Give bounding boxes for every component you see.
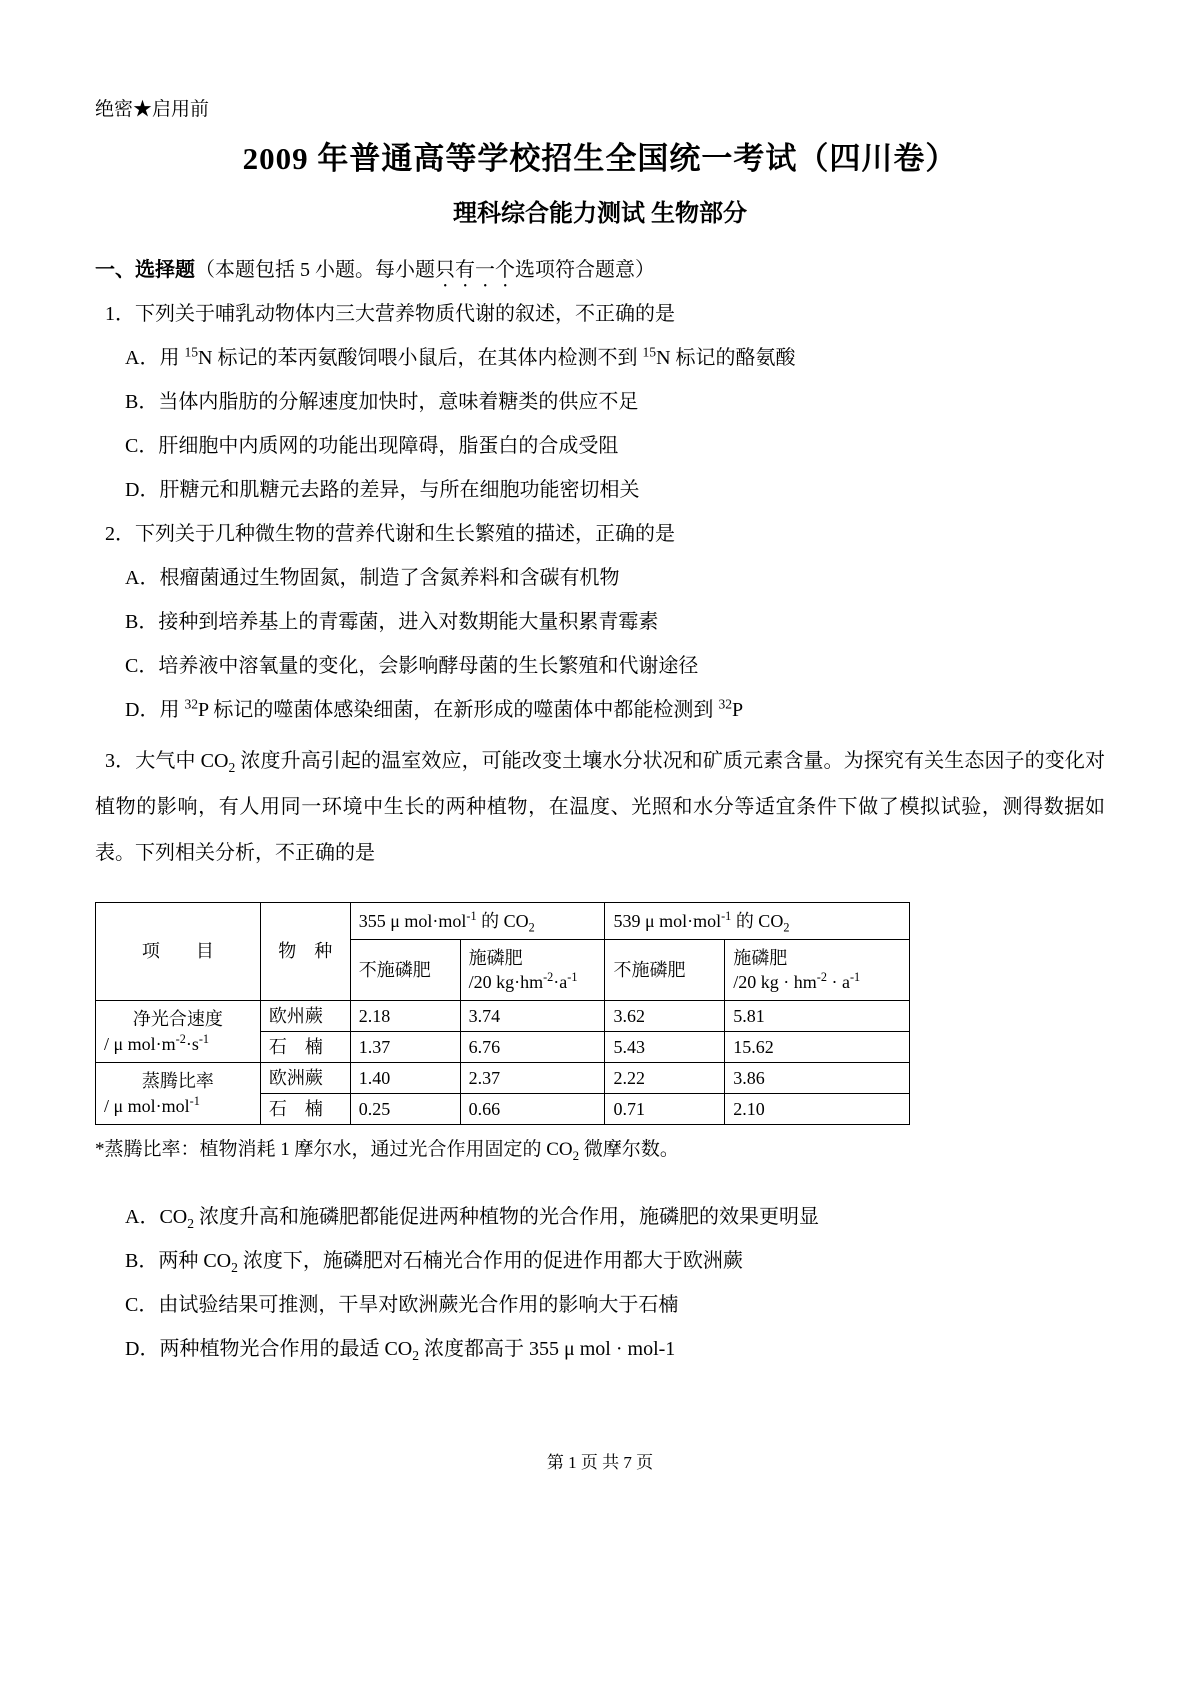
q3-stem: 3．大气中 $CO_2$ 浓度升高引起的温室效应，可能改变土壤水分状况和矿质元素含量。为探究有关生态因子的变化对植物的影响，有人用同一环境中生长的两种植物，在温度、光照和水分等适宜条件下做了模拟试验，测得数据如表。下列相关分析，不正确的是 bbox=[95, 750, 1105, 864]
q3-option-b: B．两种 $CO_2$ 浓度下，施磷肥对石楠光合作用的促进作用都大于欧洲蕨 bbox=[125, 1250, 743, 1275]
species-cell: 欧洲蕨 bbox=[260, 1063, 350, 1094]
phosphate-1-line2: /20 $kg\cdot hm^{-2}\cdot a^{-1}$ bbox=[468, 970, 578, 992]
q2-stem: 2．下列关于几种微生物的营养代谢和生长繁殖的描述，正确的是 bbox=[105, 523, 675, 545]
experiment-data-table bbox=[95, 902, 910, 1125]
q3-option-c: C．由试验结果可推测，干旱对欧洲蕨光合作用的影响大于石楠 bbox=[125, 1294, 679, 1316]
section-desc-pre: （本题包括 5 小题。每小题 bbox=[195, 259, 435, 281]
table-header-phosphate-2 bbox=[725, 940, 910, 1001]
species-cell: 石 楠 bbox=[260, 1094, 350, 1125]
page-title: 2009 年普通高等学校招生全国统一考试（四川卷） bbox=[242, 141, 958, 176]
q1-option-d: D．肝糖元和肌糖元去路的差异，与所在细胞功能密切相关 bbox=[125, 479, 640, 501]
q3-option-a: A．$CO_2$ 浓度升高和施磷肥都能促进两种植物的光合作用，施磷肥的效果更明显 bbox=[125, 1206, 820, 1231]
table-header-co2-355: 355 μ mol·mol$^{-1}$ 的 $CO_2$ bbox=[350, 903, 605, 940]
species-cell: 欧州蕨 bbox=[260, 1001, 350, 1032]
q2-option-a: A．根瘤菌通过生物固氮，制造了含氮养料和含碳有机物 bbox=[125, 567, 620, 589]
value-cell: 3.62 bbox=[605, 1001, 725, 1032]
table-footnote: *蒸腾比率：植物消耗 1 摩尔水，通过光合作用固定的 $CO_2$ 微摩尔数。 bbox=[95, 1139, 679, 1163]
q2-option-c: C．培养液中溶氧量的变化，会影响酵母菌的生长繁殖和代谢途径 bbox=[125, 655, 699, 677]
table-header-co2-539: 539 μ mol·mol$^{-1}$ 的 $CO_2$ bbox=[605, 903, 910, 940]
q1-option-c: C．肝细胞中内质网的功能出现障碍，脂蛋白的合成受阻 bbox=[125, 435, 619, 457]
page-footer: 第 1 页 共 7 页 bbox=[546, 1453, 654, 1472]
net-photosynthesis-unit: / μ $mol\cdot m^{-2}\cdot s^{-1}$ bbox=[104, 1031, 210, 1054]
table-header-no-phosphate-1: 不施磷肥 bbox=[350, 940, 460, 1001]
section-desc-post: 选项符合题意） bbox=[515, 259, 655, 281]
value-cell: 5.81 bbox=[725, 1001, 910, 1032]
classification-label: 绝密★启用前 bbox=[95, 99, 210, 120]
value-cell: 3.86 bbox=[725, 1063, 910, 1094]
page-subtitle: 理科综合能力测试 生物部分 bbox=[453, 201, 747, 227]
value-cell: 2.37 bbox=[460, 1063, 605, 1094]
value-cell: 0.25 bbox=[350, 1094, 460, 1125]
q2-option-b: B．接种到培养基上的青霉菌，进入对数期能大量积累青霉素 bbox=[125, 611, 659, 633]
value-cell: 1.40 bbox=[350, 1063, 460, 1094]
row-label-net-photosynthesis bbox=[96, 1001, 261, 1063]
table-header-species: 物 种 bbox=[260, 903, 350, 1001]
transpiration-ratio-label: 蒸腾比率 bbox=[141, 1071, 214, 1092]
value-cell: 5.43 bbox=[605, 1032, 725, 1063]
table-header-item: 项 目 bbox=[96, 903, 261, 1001]
species-cell: 石 楠 bbox=[260, 1032, 350, 1063]
section-desc-emphasis: 只有一个 bbox=[435, 259, 515, 281]
net-photosynthesis-label: 净光合速度 bbox=[132, 1009, 223, 1030]
value-cell: 1.37 bbox=[350, 1032, 460, 1063]
value-cell: 15.62 bbox=[725, 1032, 910, 1063]
value-cell: 2.18 bbox=[350, 1001, 460, 1032]
row-label-transpiration-ratio bbox=[96, 1063, 261, 1125]
transpiration-ratio-unit: / μ mol·mol$^{-1}$ bbox=[104, 1093, 200, 1116]
q3-option-d: D．两种植物光合作用的最适 $CO_2$ 浓度都高于 355 μ mol · mol-1 bbox=[125, 1338, 676, 1363]
value-cell: 3.74 bbox=[460, 1001, 605, 1032]
value-cell: 2.22 bbox=[605, 1063, 725, 1094]
q1-option-a: A．用 $^{15}$N 标记的苯丙氨酸饲喂小鼠后，在其体内检测不到 $^{15}$N 标记的酪氨酸 bbox=[125, 344, 796, 369]
phosphate-2-line1: 施磷肥 bbox=[733, 947, 788, 968]
table-header-no-phosphate-2: 不施磷肥 bbox=[605, 940, 725, 1001]
q2-option-d: D．用 $^{32}$P 标记的噬菌体感染细菌，在新形成的噬菌体中都能检测到 $^{32}$P bbox=[125, 696, 744, 721]
value-cell: 2.10 bbox=[725, 1094, 910, 1125]
value-cell: 0.66 bbox=[460, 1094, 605, 1125]
section-label: 一、选择题 bbox=[95, 259, 195, 281]
q1-stem: 1．下列关于哺乳动物体内三大营养物质代谢的叙述，不正确的是 bbox=[105, 303, 675, 325]
table-header-phosphate-1 bbox=[460, 940, 605, 1001]
section-heading bbox=[95, 248, 1105, 292]
q3-options bbox=[95, 1195, 1105, 1371]
value-cell: 0.71 bbox=[605, 1094, 725, 1125]
value-cell: 6.76 bbox=[460, 1032, 605, 1063]
phosphate-2-line2: /20 kg · $hm^{-2} \cdot a^{-1}$ bbox=[733, 970, 861, 992]
phosphate-1-line1: 施磷肥 bbox=[468, 947, 523, 968]
q1-option-b: B．当体内脂肪的分解速度加快时，意味着糖类的供应不足 bbox=[125, 391, 639, 413]
